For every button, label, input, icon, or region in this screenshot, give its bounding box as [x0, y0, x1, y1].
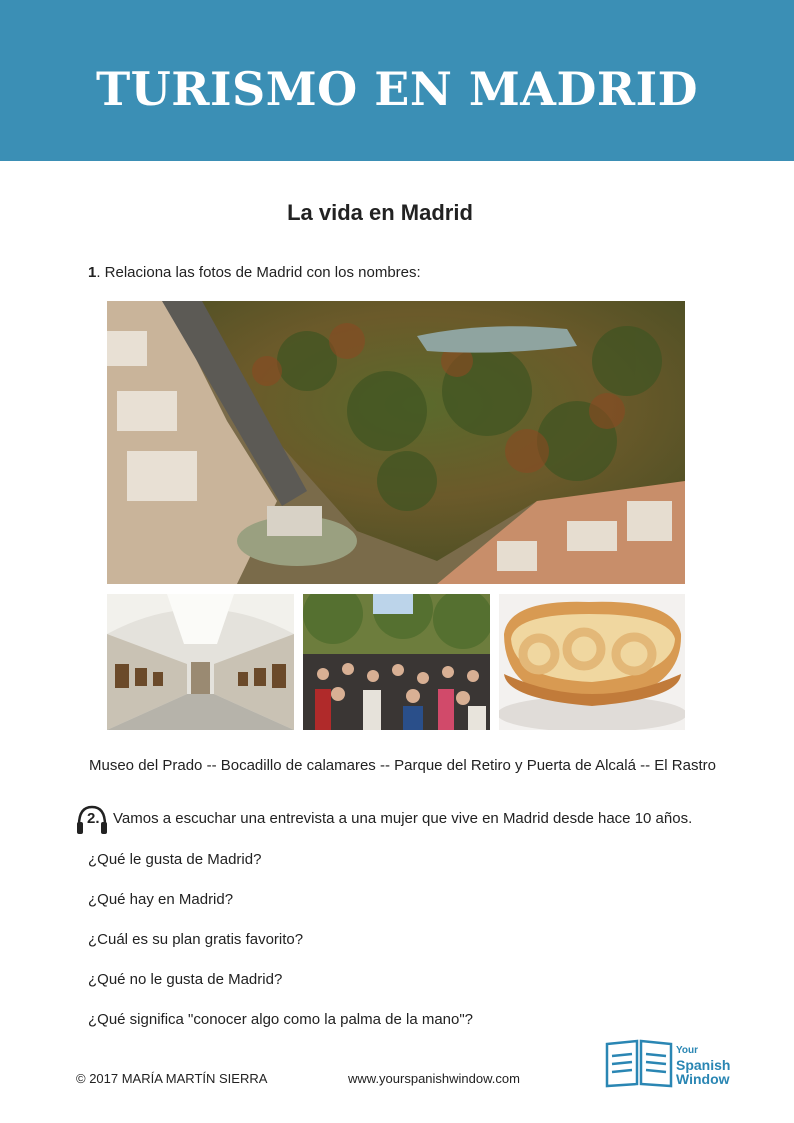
exercise-1-number: 1 [88, 264, 97, 281]
squid-sandwich-photo [499, 594, 685, 730]
question-4: ¿Qué no le gusta de Madrid? [88, 971, 283, 988]
logo-line-3: Window [676, 1071, 730, 1087]
question-3: ¿Cuál es su plan gratis favorito? [88, 931, 304, 948]
logo-line-1: Your [676, 1045, 699, 1056]
website-link[interactable]: www.yourspanishwindow.com [348, 1071, 520, 1086]
exercise-1-options: Museo del Prado -- Bocadillo de calamares -- Parque del Retiro y Puerta de Alcalá -- El Rastro [89, 757, 716, 774]
exercise-2-instruction: Vamos a escuchar una entrevista a una mujer que vive en Madrid desde hace 10 años. [113, 810, 693, 827]
logo-line-2: Spanish [676, 1057, 731, 1073]
exercise-1-instruction [88, 264, 421, 281]
question-2: ¿Qué hay en Madrid? [88, 891, 234, 908]
exercise-1-text: . Relaciona las fotos de Madrid con los nombres: [96, 264, 421, 281]
aerial-park-photo [107, 301, 685, 584]
section-subtitle: La vida en Madrid [287, 200, 473, 225]
question-5: ¿Qué significa "conocer algo como la palma de la mano"? [88, 1011, 474, 1028]
brand-logo-text [676, 1044, 730, 1086]
page-title: TURISMO EN MADRID [95, 62, 699, 116]
copyright: © 2017 MARÍA MARTÍN SIERRA [76, 1071, 268, 1086]
header-banner [0, 0, 794, 161]
museum-gallery-photo [107, 594, 294, 730]
question-1: ¿Qué le gusta de Madrid? [88, 851, 262, 868]
street-market-crowd-photo [303, 594, 490, 730]
exercise-2-number: 2. [87, 810, 100, 827]
